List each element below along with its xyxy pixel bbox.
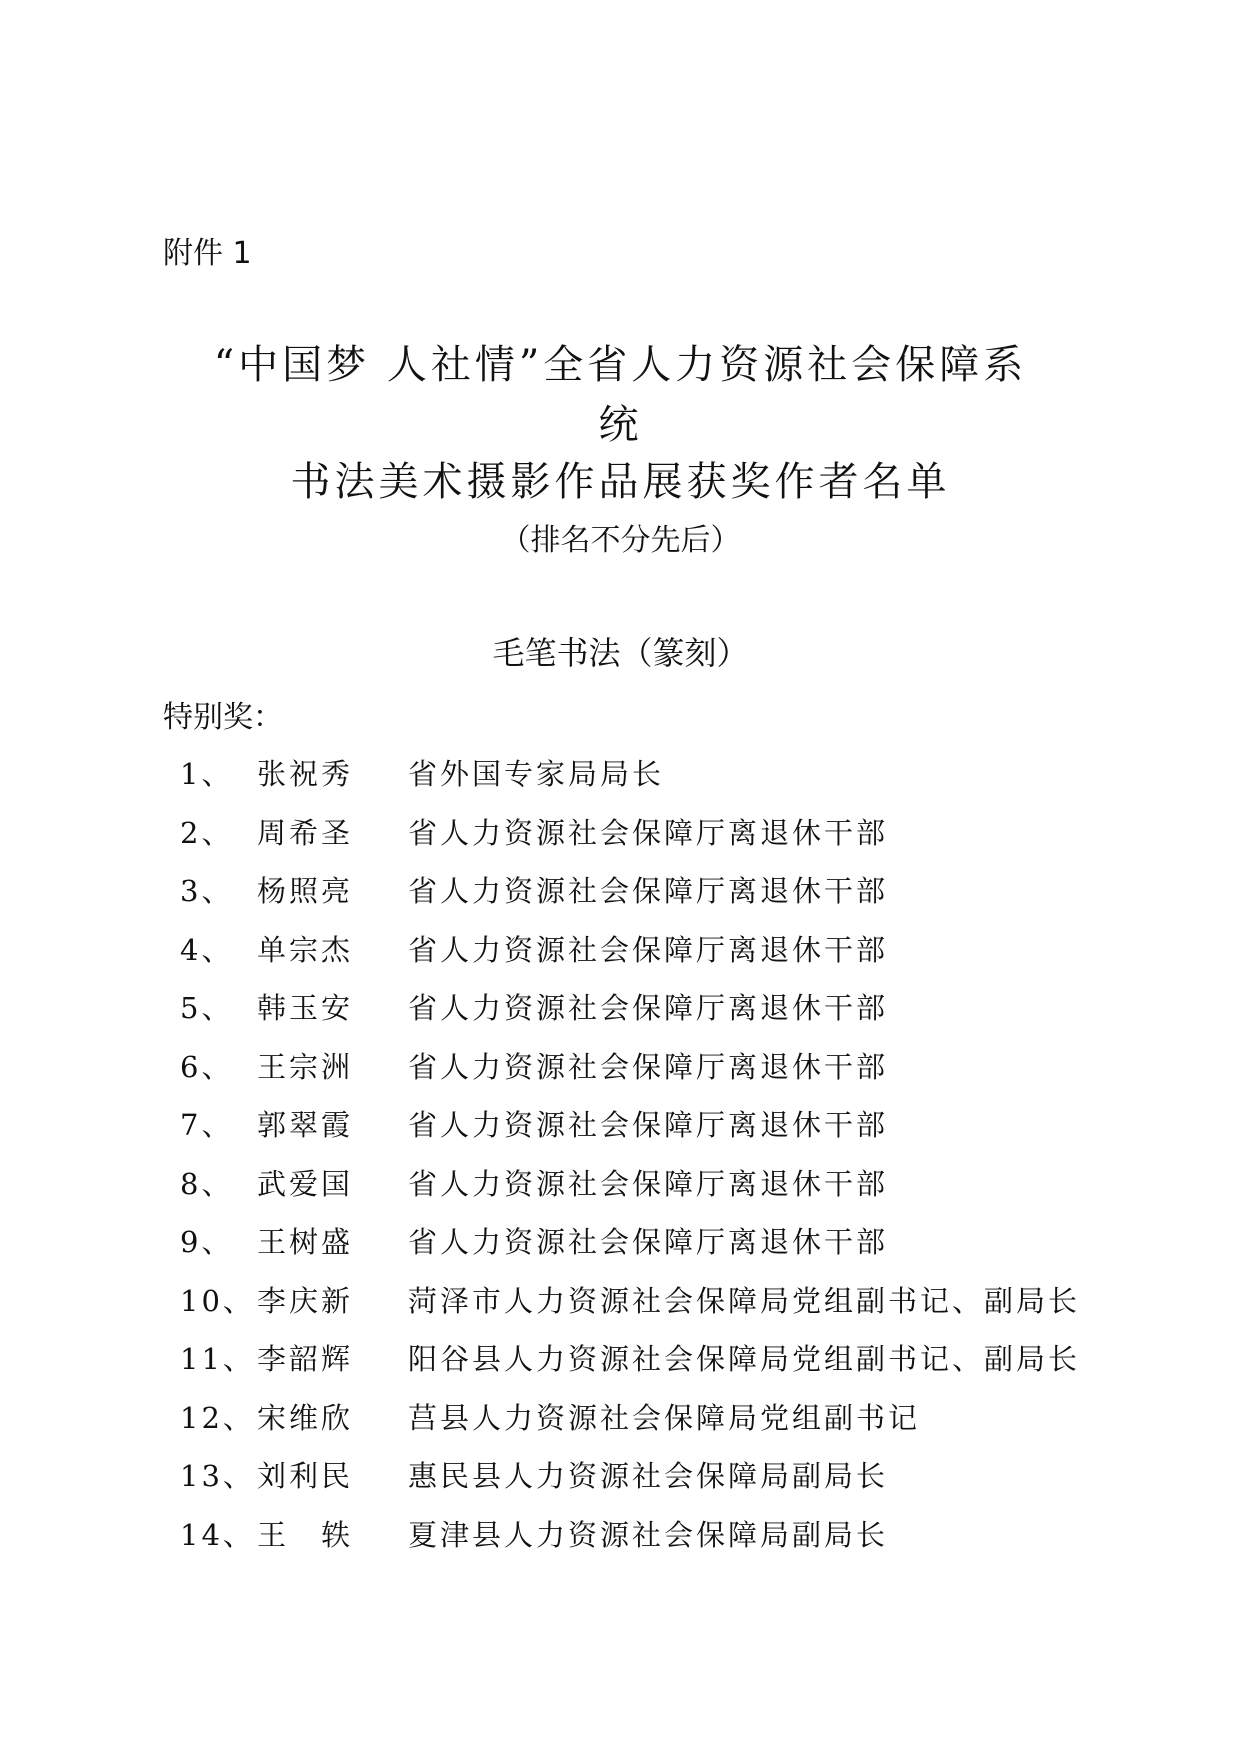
winner-name: 王 轶 — [257, 1517, 354, 1552]
winner-name: 张祝秀 — [257, 757, 354, 791]
winner-number: 1、 — [180, 757, 234, 791]
winner-number: 13、 — [180, 1459, 255, 1493]
winner-number: 5、 — [180, 991, 234, 1025]
section-heading: 毛笔书法（篆刻） — [492, 634, 749, 672]
winner-title: 夏津县人力资源社会保障局副局长 — [408, 1517, 889, 1552]
winner-name: 杨照亮 — [257, 874, 354, 908]
winner-name: 周希圣 — [257, 815, 354, 850]
winner-title: 省人力资源社会保障厅离退休干部 — [408, 1049, 889, 1084]
winner-name: 单宗杰 — [257, 932, 354, 967]
winner-name: 郭翠霞 — [257, 1108, 354, 1142]
winner-title: 阳谷县人力资源社会保障局党组副书记、副局长 — [408, 1342, 1081, 1376]
winner-number: 7、 — [180, 1108, 234, 1142]
winner-name: 王宗洲 — [257, 1049, 354, 1084]
winner-title: 省人力资源社会保障厅离退休干部 — [408, 932, 889, 967]
document-title-line1-wrap: 统 — [598, 402, 643, 448]
winner-number: 14、 — [180, 1517, 255, 1552]
winner-number: 4、 — [180, 932, 234, 967]
winner-title: 菏泽市人力资源社会保障局党组副书记、副局长 — [408, 1283, 1081, 1318]
winner-title: 省人力资源社会保障厅离退休干部 — [408, 815, 889, 850]
winner-title: 省人力资源社会保障厅离退休干部 — [408, 874, 889, 908]
winner-number: 6、 — [180, 1049, 234, 1084]
winner-name: 宋维欣 — [257, 1400, 354, 1435]
winner-name: 武爱国 — [257, 1166, 354, 1201]
winner-name: 李韶辉 — [257, 1342, 354, 1376]
winner-title: 省外国专家局局长 — [408, 757, 665, 791]
winner-title: 省人力资源社会保障厅离退休干部 — [408, 1166, 889, 1201]
winner-title: 省人力资源社会保障厅离退休干部 — [408, 991, 889, 1025]
winner-number: 9、 — [180, 1225, 234, 1259]
award-category: 特别奖： — [163, 700, 283, 735]
winner-name: 李庆新 — [257, 1283, 354, 1318]
winner-name: 韩玉安 — [257, 991, 354, 1025]
winner-name: 刘利民 — [257, 1459, 354, 1493]
winner-title: 省人力资源社会保障厅离退休干部 — [408, 1108, 889, 1142]
winner-title: 省人力资源社会保障厅离退休干部 — [408, 1225, 889, 1259]
winner-number: 12、 — [180, 1400, 255, 1435]
winner-number: 10、 — [180, 1283, 255, 1318]
document-title-line1: “中国梦 人社情”全省人力资源社会保障系 — [213, 342, 1028, 388]
winner-title: 莒县人力资源社会保障局党组副书记 — [408, 1400, 921, 1435]
winner-name: 王树盛 — [257, 1225, 354, 1259]
winner-number: 3、 — [180, 874, 234, 908]
winner-number: 8、 — [180, 1166, 234, 1201]
attachment-label: 附件 1 — [163, 236, 252, 271]
winner-title: 惠民县人力资源社会保障局副局长 — [408, 1459, 889, 1493]
subtitle: （排名不分先后） — [500, 523, 741, 558]
winner-number: 11、 — [180, 1342, 255, 1376]
document-title-line2: 书法美术摄影作品展获奖作者名单 — [290, 459, 951, 505]
winner-number: 2、 — [180, 815, 234, 850]
